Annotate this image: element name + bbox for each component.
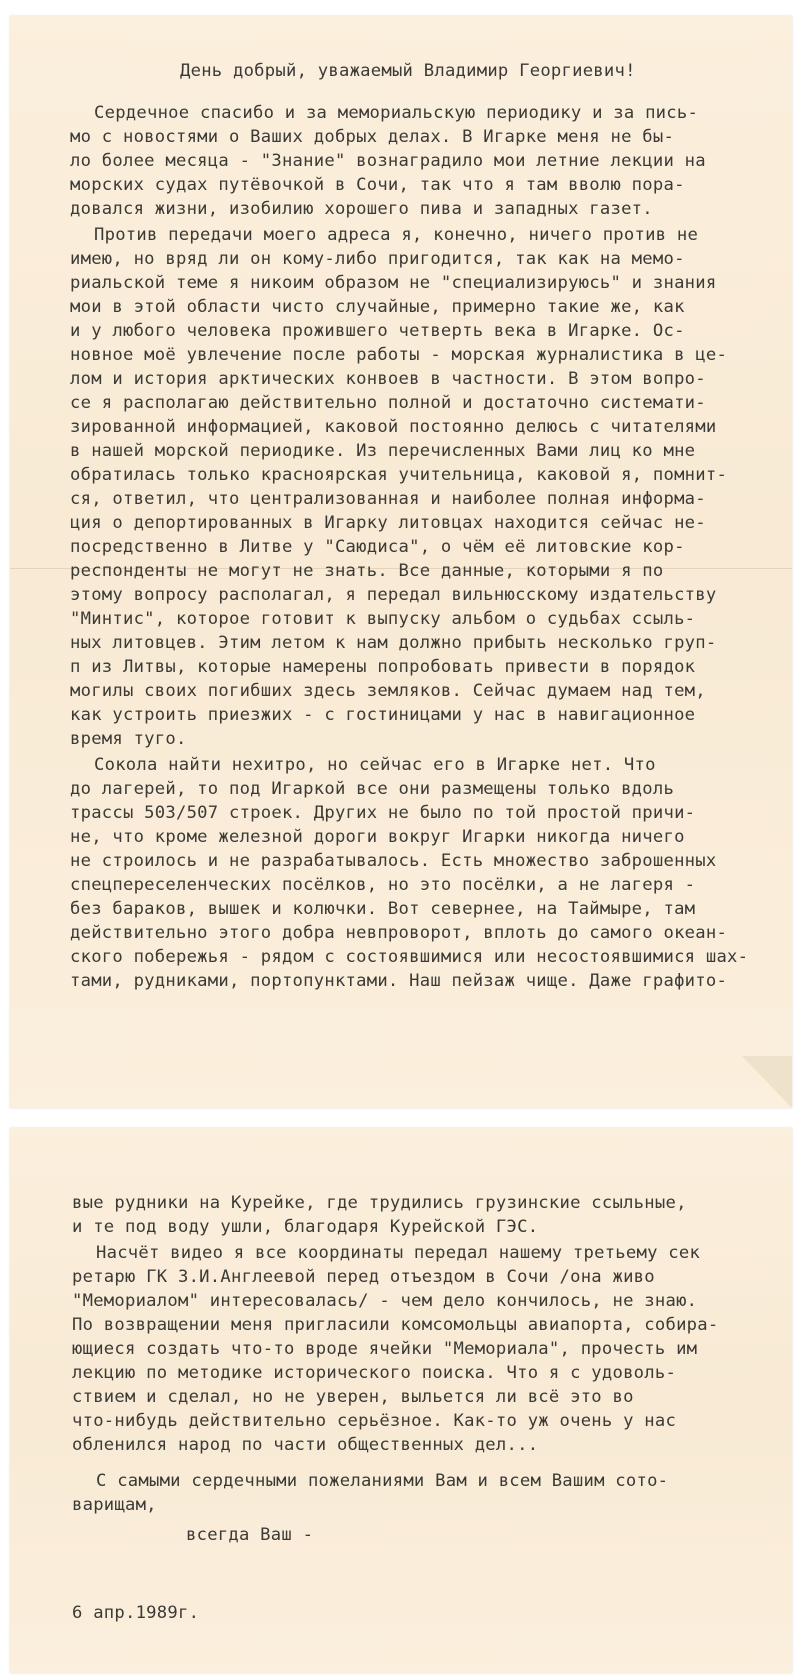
letter-page-2 [10, 1128, 792, 1673]
text-line: Сокола найти нехитро, но сейчас его в Игарке нет. Что [94, 755, 656, 775]
text-line: время туго. [70, 729, 187, 749]
text-line: посредственно в Литве у "Саюдиса", о чём её литовские кор- [70, 537, 685, 557]
text-line: ствием и сделал, но не уверен, выльется ли всё это во [72, 1387, 634, 1407]
text-line: не строилось и не разрабатывалось. Есть множество заброшенных [70, 851, 717, 871]
text-line: в нашей морской периодике. Из перечисленных Вами лиц ко мне [70, 441, 696, 461]
text-line: и у любого человека прожившего четверть века в Игарке. Ос- [70, 321, 685, 341]
text-line: варищам, [72, 1495, 157, 1515]
text-line: и те под воду ушли, благодаря Курейской ГЭС. [72, 1217, 539, 1237]
text-line: обленился народ по части общественных дел... [72, 1435, 539, 1455]
text-line: По возвращении меня пригласили комсомольцы авиапорта, собира- [72, 1315, 719, 1335]
text-line: ющиеся создать что-то вроде ячейки "Мемориала", прочесть им [72, 1339, 698, 1359]
text-line: п из Литвы, которые намерены попробовать привести в порядок [70, 657, 696, 677]
text-line: С самыми сердечными пожеланиями Вам и всем Вашим сото- [96, 1471, 669, 1491]
text-line: ных литовцев. Этим летом к нам должно прибыть несколько груп- [70, 633, 717, 653]
text-line: до лагерей, то под Игаркой все они размещены только вдоль [70, 779, 675, 799]
text-line: что-нибудь действительно серьёзное. Как-то уж очень у нас [72, 1411, 677, 1431]
text-line: имею, но вряд ли он кому-либо пригодится, так как на мемо- [70, 249, 685, 269]
text-line: морских судах путёвочкой в Сочи, так что я там вволю пора- [70, 175, 685, 195]
text-line: этому вопросу располагал, я передал вильнюсскому издательству [70, 585, 717, 605]
text-line: лом и история арктических конвоев в частности. В этом вопро- [70, 369, 706, 389]
text-line: действительно этого добра невпроворот, вплоть до самого океан- [70, 923, 728, 943]
text-line: ского побережья - рядом с состоявшимися или несостоявшимися шах- [70, 947, 749, 967]
text-line: могилы своих погибших здесь земляков. Сейчас думаем над тем, [70, 681, 706, 701]
text-line: зированной информацией, каковой постоянно делюсь с читателями [70, 417, 717, 437]
text-line: мо с новостями о Ваших добрых делах. В Игарке меня не бы- [70, 127, 675, 147]
text-line: лекцию по методике исторического поиска. Что я с удоволь- [72, 1363, 677, 1383]
letter-greeting: День добрый, уважаемый Владимир Георгиевич! [180, 61, 636, 81]
text-line: мои в этой области чисто случайные, примерно такие же, как [70, 297, 685, 317]
text-line: обратилась только красноярская учительница, каковой я, помнит- [70, 465, 728, 485]
folded-corner [742, 1056, 792, 1108]
closing-line: всегда Ваш - [186, 1525, 314, 1545]
text-line: ретарю ГК З.И.Англеевой перед отъездом в Сочи /она живо [72, 1267, 655, 1287]
text-line: вые рудники на Курейке, где трудились грузинские ссыльные, [72, 1193, 687, 1213]
text-line: трассы 503/507 строек. Других не было по той простой причи- [70, 803, 696, 823]
text-line: респонденты не могут не знать. Все данные, которыми я по [70, 561, 664, 581]
letter-page-1 [10, 16, 792, 1108]
text-line: ло более месяца - "Знание" вознаградило мои летние лекции на [70, 151, 706, 171]
text-line: не, что кроме железной дороги вокруг Игарки никогда ничего [70, 827, 685, 847]
text-line: "Мемориалом" интересовалась/ - чем дело кончилось, не знаю. [72, 1291, 698, 1311]
text-line: тами, рудниками, портопунктами. Наш пейзаж чище. Даже графито- [70, 971, 728, 991]
text-line: как устроить приезжих - с гостиницами у нас в навигационное [70, 705, 696, 725]
text-line: ся, ответил, что централизованная и наиболее полная информа- [70, 489, 706, 509]
text-line: спецпереселенческих посёлков, но это посёлки, а не лагеря - [70, 875, 696, 895]
text-line: новное моё увлечение после работы - морская журналистика в це- [70, 345, 728, 365]
text-line: Насчёт видео я все координаты передал нашему третьему сек [96, 1243, 701, 1263]
text-line: довался жизни, изобилию хорошего пива и западных газет. [70, 199, 653, 219]
text-line: "Минтис", которое готовит к выпуску альбом о судьбах ссыль- [70, 609, 696, 629]
text-line: Сердечное спасибо и за мемориальскую периодику и за пись- [94, 103, 699, 123]
text-line: се я располагаю действительно полной и достаточно системати- [70, 393, 706, 413]
text-line: ция о депортированных в Игарку литовцах находится сейчас не- [70, 513, 706, 533]
text-line: риальской теме я никоим образом не "специализируюсь" и знания [70, 273, 717, 293]
text-line: без бараков, вышек и колючки. Вот севернее, на Таймыре, там [70, 899, 696, 919]
letter-date: 6 апр.1989г. [72, 1603, 200, 1623]
text-line: Против передачи моего адреса я, конечно, ничего против не [94, 225, 699, 245]
